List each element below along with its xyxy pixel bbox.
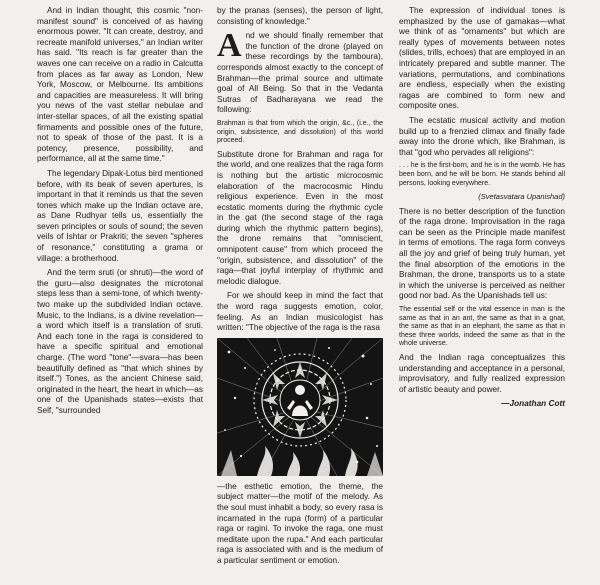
paragraph-conclusion: And the Indian raga conceptualizes this understanding and acceptance in a personal, improvisatory, and fully realized expression of artistic beauty and power. xyxy=(399,353,565,394)
paragraph-raga-emotion: For we should keep in mind the fact that the word raga suggests emotion, color, feeling. As an Indian musicologist has written: "The objective of the raga is the rasa xyxy=(217,291,383,333)
paragraph-gamakas: The expression of individual tones is emphasized by the use of gamakas—what we think of as "ornaments" but which are really types of movements between notes (slides, trills, echoes) that are employed in an intricately prepared and subtle manner. The variations, permutations, and combinations are endless, especially when the existing ragas are combined to form new and composite ones. xyxy=(399,6,565,111)
paragraph-ecstatic-activity: The ecstatic musical activity and motion build up to a frenzied climax and finally fade away into the drone which, like Brahman, is that "god who pervades all religions": xyxy=(399,115,565,157)
paragraph-substitute-drone: Substitute drone for Brahman and raga for the world, and one realizes that the raga form is nothing but the artistic microcosmic elaboration of the macrocosmic Hindu religious experience. Even in the most ecstatic moments during the rhythmic cycle in the gat (the second stage of the raga during which the rhythmic pattern begins), the drone remains that "omniscient, omnipotent cause" from which proceed the "origin, subsistence, and dissolution" of the raga—that joyful interplay of rhythmic and melodic dialogue. xyxy=(217,149,384,286)
paragraph-cosmic-sound: And in Indian thought, this cosmic "non-manifest sound" is conceived of as having enormous power. "It can create, destroy, and recreate manifold universes," an Indian writer has said. "Its reach is far greater than the waves one can receive on a radio in Calcutta from places as far away as London, New York, Moscow, or Melbourne. Its ambitions and capacities are measureless. It will bring you news of the vast stellar nebulae and inter-stellar spaces, of all the existing spatial firmaments and possible ones of the future, not to speak of those of the past. It is a potency, presence, possibility, and performance, all at the same time." xyxy=(37,6,203,164)
quote-essential-self: The essential self or the vital essence in man is the same as that in an ant, the same as that in a gnat, the same as that in an elephant, the same as that in these three worlds, indeed the same as that in the whole universe. xyxy=(399,306,565,348)
column-left xyxy=(37,6,203,421)
paragraph-drone-brahman-text: nd we should finally remember that the function of the drone (played on these recordings by the tamboura), corresponds almost exactly to the concept of Brahman—the primal source and ultimate goal of All Being. So that in the Vedanta Sutras of Badharayana we read the following: xyxy=(217,31,383,115)
quote-source: (Svetasvatara Upanishad) xyxy=(478,192,565,202)
author-signature: —Jonathan Cott xyxy=(501,399,565,409)
paragraph-raga-drone: There is no better description of the function of the raga drone. Improvisation in the raga can be seen as the Principle made manifest in terms of emotions. The raga form conveys all the joy and grief of being truly human, yet the final absorption of the emotions in the Brahman, the drone, transports us to a state in which the universe is perceived as neither good nor bad. As the Upanishads tell us: xyxy=(399,206,565,301)
column-middle xyxy=(217,6,383,571)
quote-vedanta-sutras: Brahman is that from which the origin, &c., (i.e., the origin, subsistence, and dissolution) of this world proceed. xyxy=(217,119,383,145)
paragraph-drone-brahman xyxy=(217,27,383,116)
drop-cap: A xyxy=(217,27,242,65)
paragraph-dipak-lotus: The legendary Dipak-Lotus bird mentioned before, with its beak of seven apertures, is important in that it reminds us that the seven tones which make up the Indian octave are, as Dane Rudhyar tells us, essentially the seven principles or souls of sound; the seven veils of Ishtar or Prakriti; the seven "spheres of resonance," constituting a grama or village: a brotherhood. xyxy=(37,168,203,263)
mandala-figure-illustration xyxy=(217,338,383,476)
column-right xyxy=(399,6,565,414)
paragraph-sruti: And the term sruti (or shruti)—the word of the guru—also designates the microtonal steps less than a semi-tone, of which twenty-two make up the subdivided Indian octave. Music, to the Indians, is a divine revelation—a word which itself is a translation of sruti. And each tone in the raga is considered to have a specific spiritual and emotional charge. (The word "tone"—svara—has been beautifully defined as "that which shines by itself.") Tones, as the ancient Chinese said, originated in the heart, the heart in which—as one of the Upanishads states—exists that Self, "surrounded xyxy=(37,268,204,415)
quote-upanishad: . . . he is the first-born, and he is in the womb. He has been born, and he will be born. He stands behind all persons, looking everywhere. xyxy=(399,162,565,187)
paragraph-rasa: —the esthetic emotion, the theme, the subject matter—the motif of the melody. As the soul must inhabit a body, so every rasa is incarnated in the rupa (form) of a particular raga or ragini. To invoke the raga, one must meditate upon the rupa." And each particular raga is associated with and is the medium of a particular sentiment or emotion. xyxy=(217,481,383,565)
paragraph-pranas: by the pranas (senses), the person of light, consisting of knowledge." xyxy=(217,6,383,26)
